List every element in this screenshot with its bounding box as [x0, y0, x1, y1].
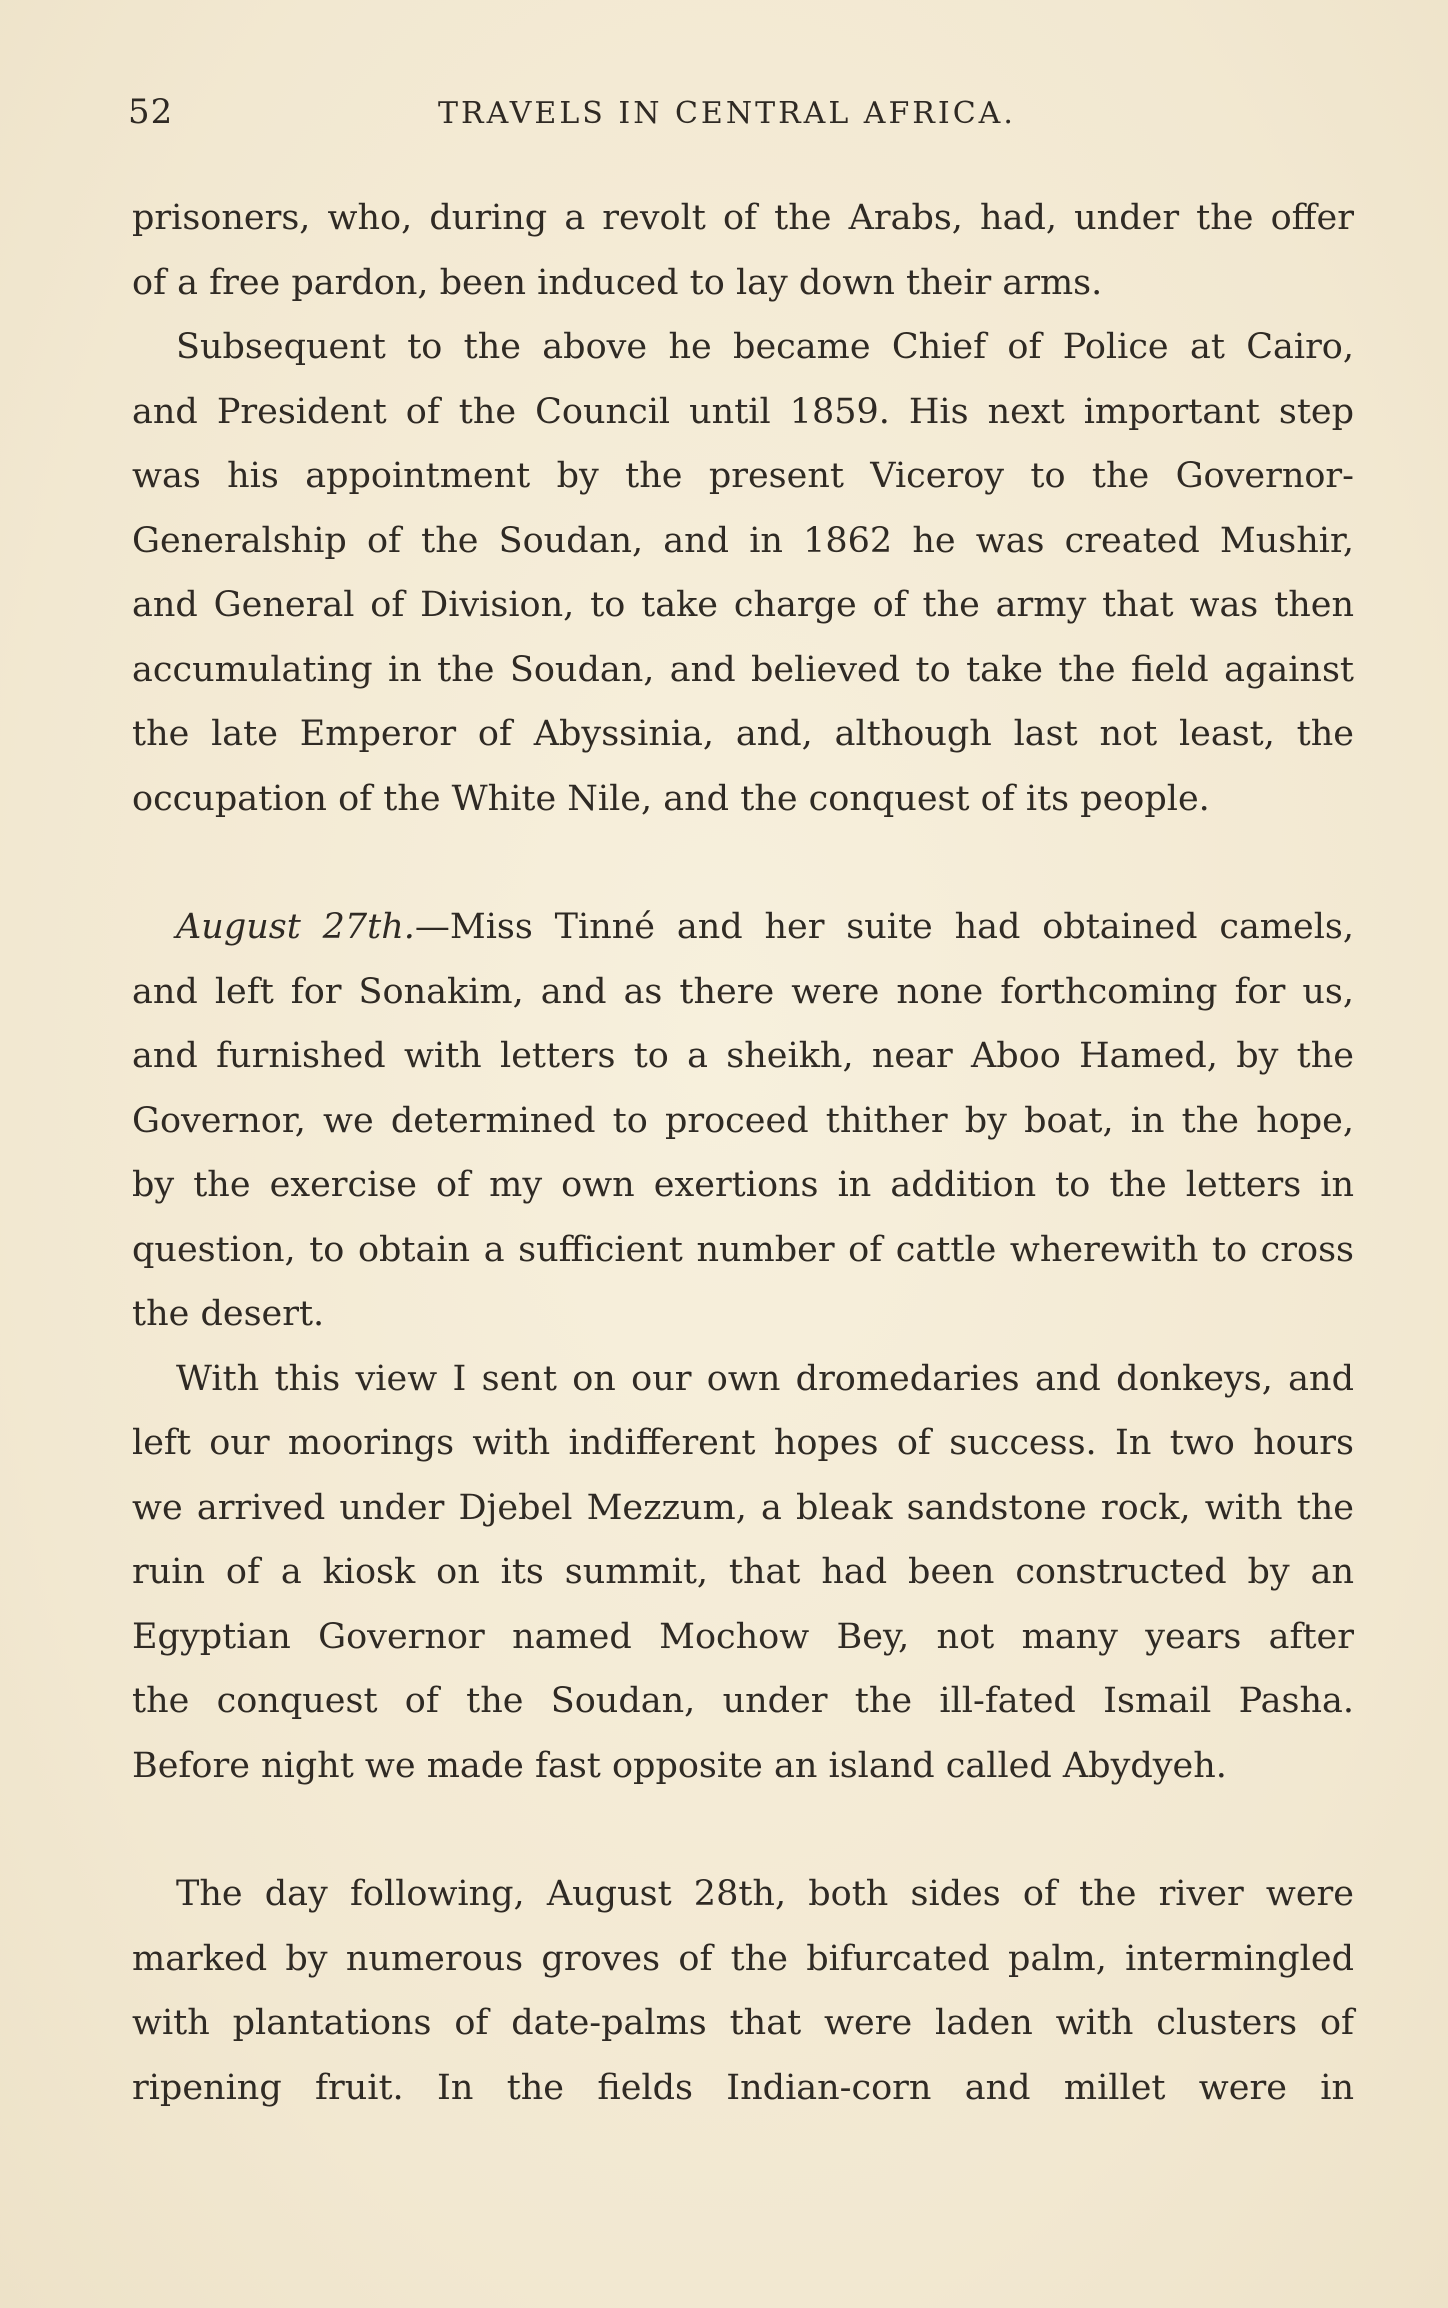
text-line: and President of the Council until 1859. His next important step [132, 391, 1354, 432]
text-line: was his appointment by the present Viceroy to the Governor- [132, 456, 1354, 496]
text-line: with plantations of date-palms that were laden with clusters of [132, 2003, 1354, 2043]
text-line: marked by numerous groves of the bifurcated palm, intermingled [132, 1938, 1354, 1979]
paragraph [132, 315, 1354, 831]
text-line: Governor, we determined to proceed thither by boat, in the hope, [132, 1100, 1354, 1141]
text-line: the conquest of the Soudan, under the ill-fated Ismail Pasha. [132, 1681, 1354, 1721]
section-gap [132, 831, 1354, 895]
text-line: Before night we made fast opposite an island called Abydyeh. [132, 1745, 1227, 1786]
paragraph [132, 186, 1354, 315]
text-line: we arrived under Djebel Mezzum, a bleak sandstone rock, with the [132, 1487, 1354, 1528]
text-line: accumulating in the Soudan, and believed to take the field against [132, 649, 1354, 690]
text-line: The day following, August 28th, both sides of the river were [176, 1874, 1354, 1914]
entry-text: —Miss Tinné and her suite had obtained camels, [414, 907, 1354, 947]
paragraph [132, 1347, 1354, 1799]
paragraph [132, 895, 1354, 1347]
text-line: Generalship of the Soudan, and in 1862 he was created Mushir, [132, 520, 1354, 561]
text-line: ripening fruit. In the fields Indian-corn and millet were in [132, 2067, 1354, 2108]
text-line: prisoners, who, during a revolt of the Arabs, had, under the offer [132, 198, 1354, 238]
text-line [132, 895, 1354, 960]
text-line: of a free pardon, been induced to lay down their arms. [132, 262, 1103, 303]
paragraph [132, 1862, 1354, 2120]
text-line: ruin of a kiosk on its summit, that had been constructed by an [132, 1552, 1354, 1592]
text-line: Subsequent to the above he became Chief of Police at Cairo, [176, 327, 1354, 367]
body-text [132, 186, 1354, 2120]
text-line: occupation of the White Nile, and the conquest of its people. [132, 778, 1210, 819]
text-line: question, to obtain a sufficient number of cattle wherewith to cross [132, 1229, 1354, 1270]
text-line: With this view I sent on our own dromedaries and donkeys, and [176, 1358, 1354, 1399]
text-line: and General of Division, to take charge of the army that was then [132, 585, 1354, 625]
text-line: Egyptian Governor named Mochow Bey, not many years after [132, 1616, 1354, 1657]
text-line: and left for Sonakim, and as there were none forthcoming for us, [132, 971, 1354, 1012]
text-line: the late Emperor of Abyssinia, and, although last not least, the [132, 714, 1354, 754]
page-number: 52 [128, 92, 174, 132]
text-line: left our moorings with indifferent hopes of success. In two hours [132, 1423, 1354, 1463]
running-head: TRAVELS IN CENTRAL AFRICA. [438, 96, 1016, 131]
text-line: and furnished with letters to a sheikh, near Aboo Hamed, by the [132, 1036, 1354, 1076]
page-header [128, 92, 1348, 142]
entry-date: August 27th. [176, 907, 415, 947]
text-line: the desert. [132, 1294, 325, 1334]
text-line: by the exercise of my own exertions in addition to the letters in [132, 1165, 1354, 1205]
section-gap [132, 1798, 1354, 1862]
